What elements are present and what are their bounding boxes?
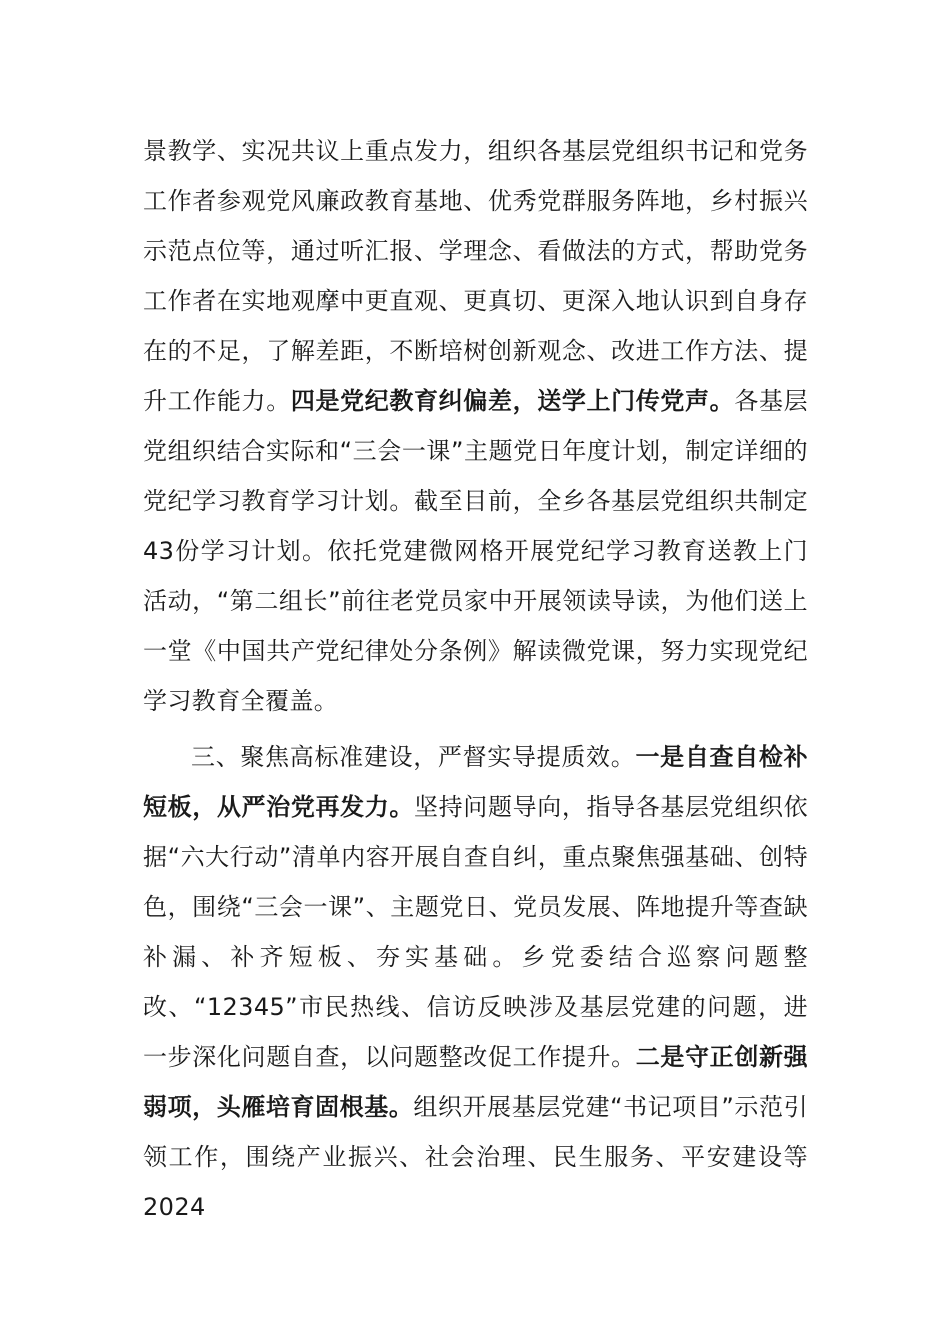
section-3-bold-heading-1: 一是自查自检补短板，从严治党再发力。 [143, 743, 808, 821]
paragraph-1 [143, 126, 808, 726]
paragraph-continuation [143, 126, 808, 726]
paragraph-section-3 [143, 732, 808, 1232]
section-3-bold-heading-2: 二是守正创新强弱项，头雁培育固根基。 [143, 1043, 808, 1121]
section-3-heading: 三、聚焦高标准建设，严督实导提质效。 [191, 743, 636, 771]
paragraph-1-text-2: 各基层党组织结合实际和“三会一课”主题党日年度计划，制定详细的党纪学习教育学习计划。截至目前，全乡各基层党组织共制定43份学习计划。依托党建微网格开展党纪学习教育送教上门活动，“第二组长”前往老党员家中开展领读导读，为他们送上一堂《中国共产党纪律处分条例》解读微党课，努力实现党纪学习教育全覆盖。 [143, 387, 808, 715]
paragraph-2-text-2: 组织开展基层党建“书记项目”示范引领工作，围绕产业振兴、社会治理、民生服务、平安建设等2024 [143, 1093, 808, 1221]
paragraph-1-bold-heading-4: 四是党纪教育纠偏差，送学上门传党声。 [290, 387, 735, 415]
paragraph-2-text-1: 坚持问题导向，指导各基层党组织依据“六大行动”清单内容开展自查自纠，重点聚焦强基础、创特色，围绕“三会一课”、主题党日、党员发展、阵地提升等查缺补漏、补齐短板、夯实基础。乡党委结合巡察问题整改、“12345”市民热线、信访反映涉及基层党建的问题，进一步深化问题自查，以问题整改促工作提升。 [143, 793, 808, 1071]
paragraph-2 [143, 732, 808, 1232]
paragraph-1-text-1: 景教学、实况共议上重点发力，组织各基层党组织书记和党务工作者参观党风廉政教育基地、优秀党群服务阵地，乡村振兴示范点位等，通过听汇报、学理念、看做法的方式，帮助党务工作者在实地观摩中更直观、更真切、更深入地认识到自身存在的不足，了解差距，不断培树创新观念、改进工作方法、提升工作能力。 [143, 137, 808, 415]
